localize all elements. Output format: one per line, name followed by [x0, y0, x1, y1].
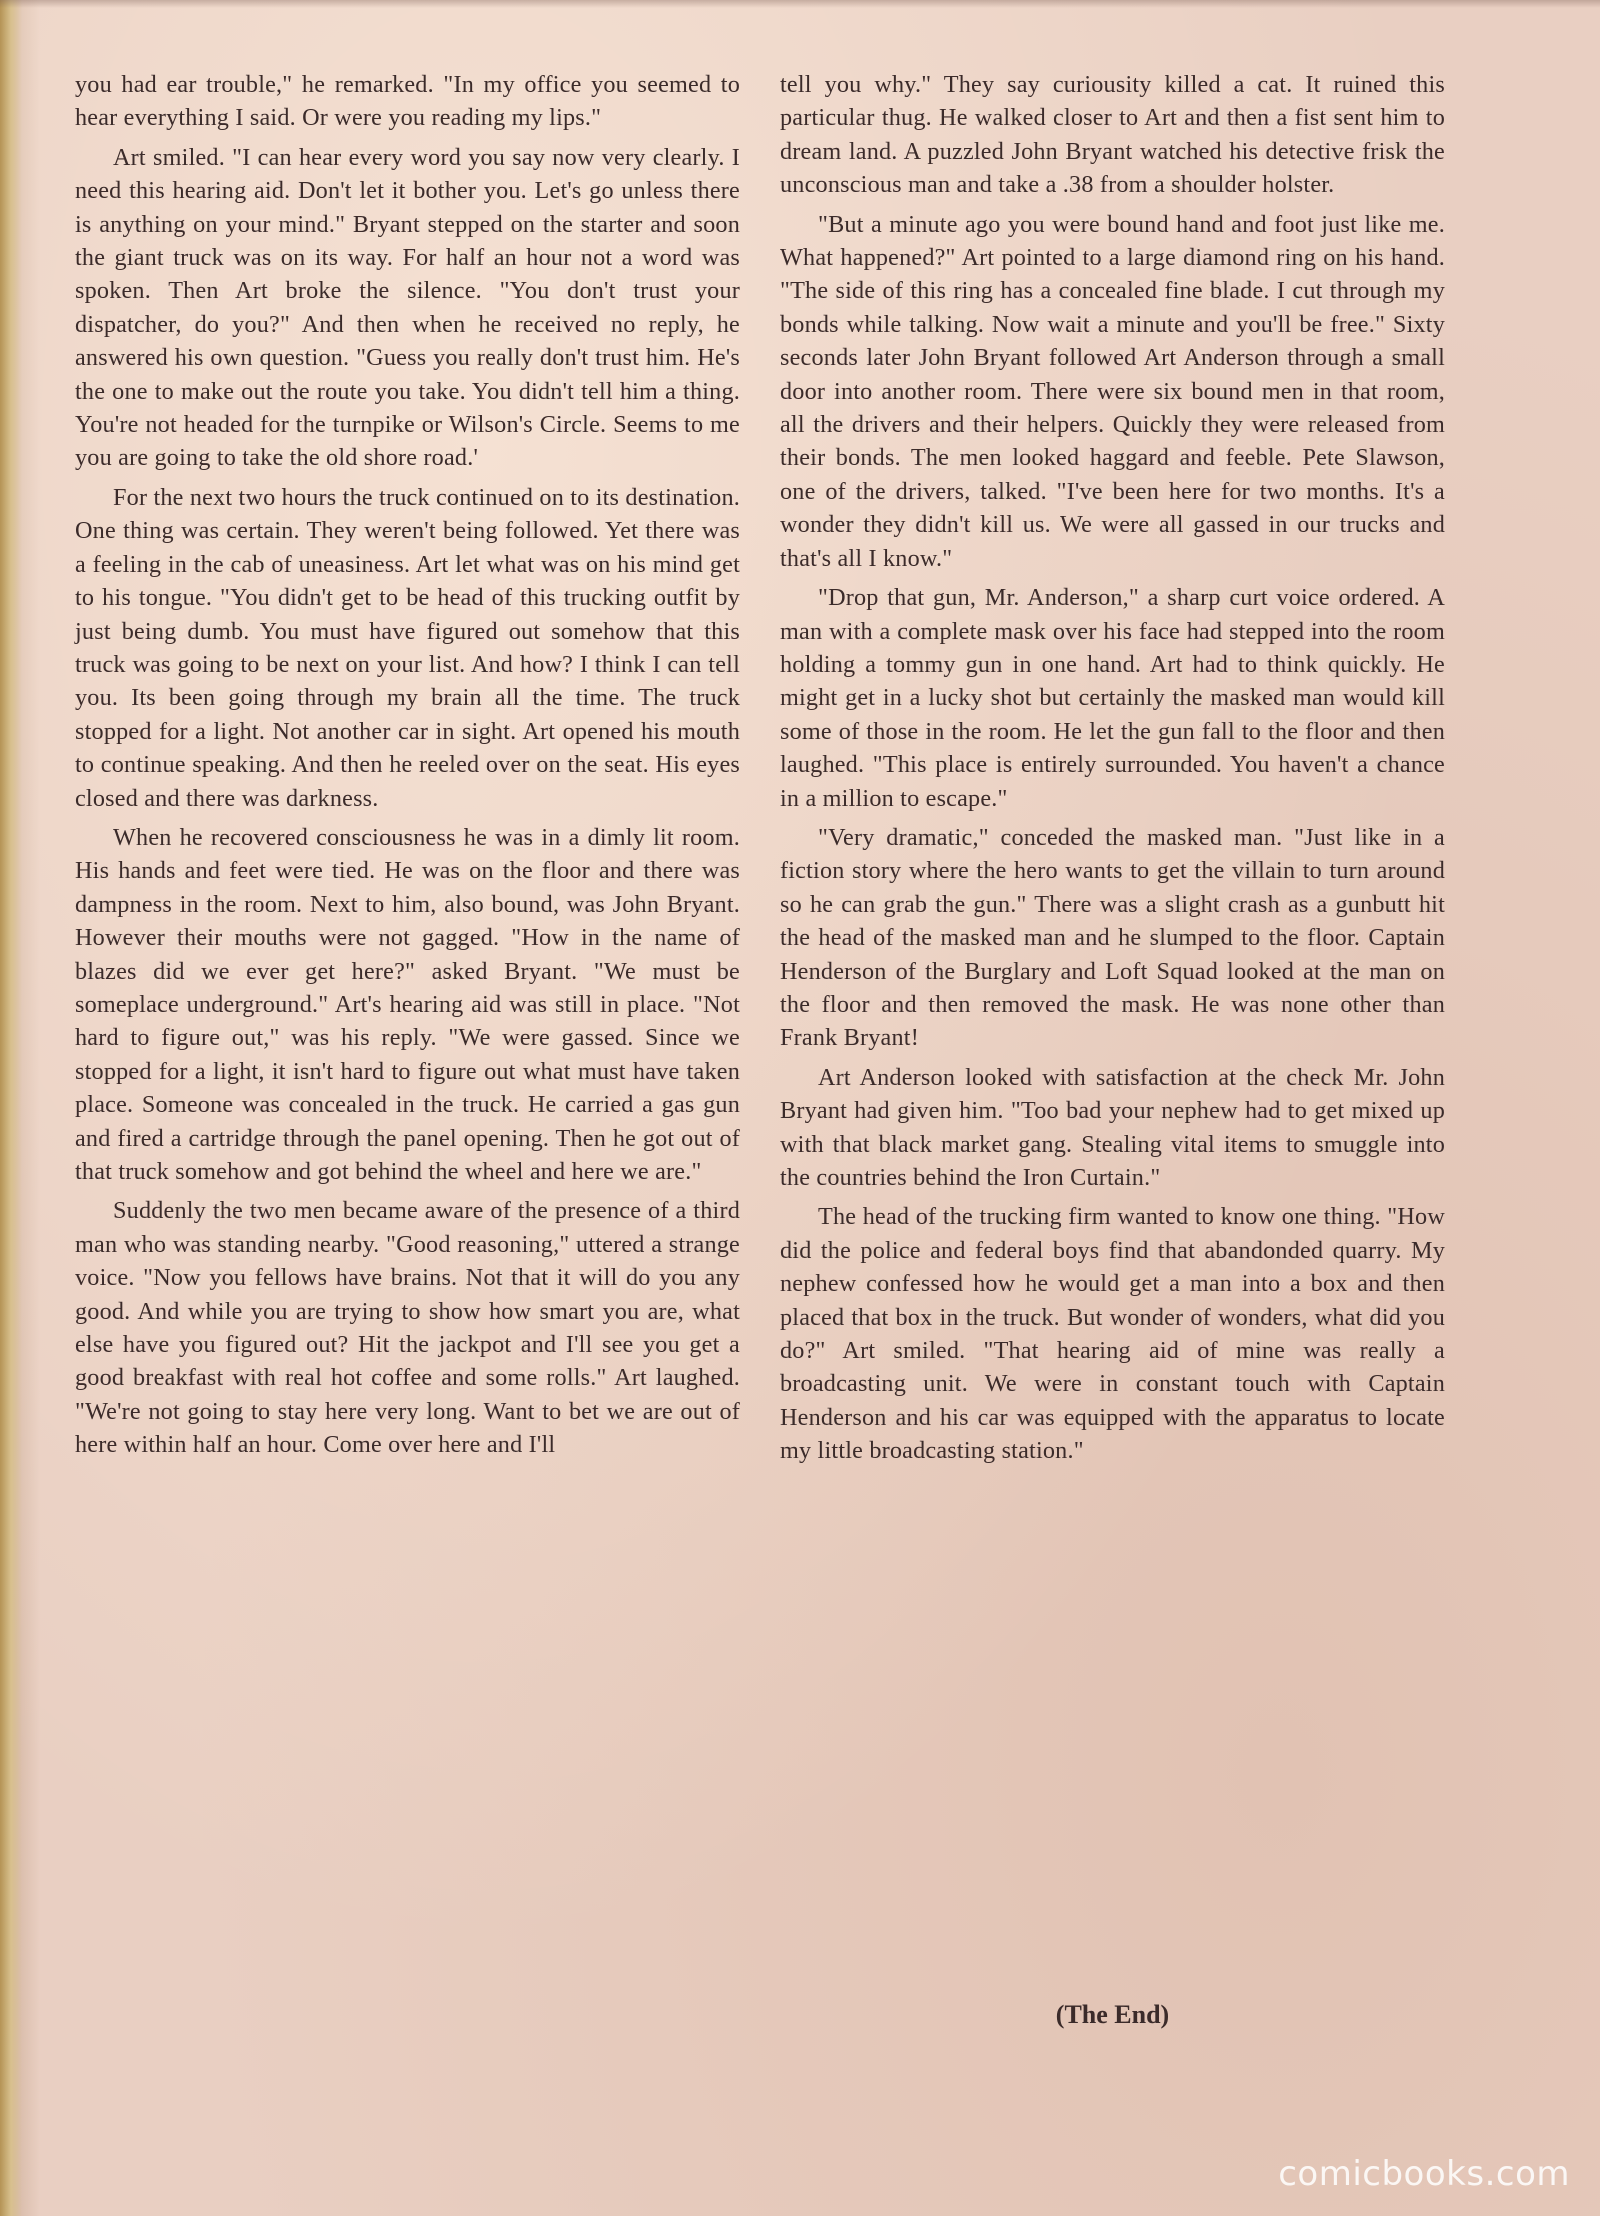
paragraph: tell you why." They say curiousity killed a cat. It ruined this particular thug. He walked closer to Art and then a fist sent him to dream land. A puzzled John Bryant watched his detective frisk the unconscious man and take a .38 from a shoulder holster. [780, 71, 1445, 199]
page-spine [0, 0, 22, 2216]
story-end-marker: (The End) [1055, 2000, 1170, 2029]
paragraph: "But a minute ago you were bound hand and foot just like me. What happened?" Art pointed to a large diamond ring on his hand. "The side of this ring has a concealed fine blade. I cut through my bonds while talking. Now wait a minute and you'll be free." Sixty seconds later John Bryant followed Art Anderson through a small door into another room. There were six bound men in that room, all the drivers and their helpers. Quickly they were released from their bonds. The men looked haggard and feeble. Pete Slawson, one of the drivers, talked. "I've been here for two months. It's a wonder they didn't kill us. We were all gassed in our trucks and that's all I know." [780, 210, 1445, 572]
paragraph: Art smiled. "I can hear every word you say now very clearly. I need this hearing aid. Don't let it bother you. Let's go unless there is anything on your mind." Bryant stepped on the starter and soon the giant truck was on its way. For half an hour not a word was spoken. Then Art broke the silence. "You don't trust your dispatcher, do you?" And then when he received no reply, he answered his own question. "Guess you really don't trust him. He's the one to make out the route you take. You didn't tell him a thing. You're not headed for the turnpike or Wilson's Circle. Seems to me you are going to take the old shore road.' [75, 143, 740, 472]
page-top-edge [0, 0, 1600, 8]
paragraph: "Drop that gun, Mr. Anderson," a sharp curt voice ordered. A man with a complete mask over his face had stepped into the room holding a tommy gun in one hand. Art had to think quickly. He might get in a lucky shot but certainly the masked man would kill some of those in the room. He let the gun fall to the floor and then laughed. "This place is entirely surrounded. You haven't a chance in a million to escape." [780, 584, 1445, 812]
paragraph: Suddenly the two men became aware of the presence of a third man who was standing nearby. "Good reasoning," uttered a strange voice. "Now you fellows have brains. Not that it will do you any good. And while you are trying to show how smart you are, what else have you figured out? Hit the jackpot and I'll see you get a good breakfast with real hot coffee and some rolls." Art laughed. "We're not going to stay here very long. Want to bet we are out of here within half an hour. Come over here and I'll [75, 1197, 740, 1459]
site-watermark: comicbooks.com [1278, 2154, 1570, 2194]
paragraph: Art Anderson looked with satisfaction at the check Mr. John Bryant had given him. "Too bad your nephew had to get mixed up with that black market gang. Stealing vital items to smuggle into the countries behind the Iron Curtain." [780, 1063, 1445, 1191]
paragraph: The head of the trucking firm wanted to know one thing. "How did the police and federal boys find that abandonded quarry. My nephew confessed how he would get a man into a box and then placed that box in the truck. But wonder of wonders, what did you do?" Art smiled. "That hearing aid of mine was really a broadcasting unit. We were in constant touch with Captain Henderson and his car was equipped with the apparatus to locate my little broadcasting station." [780, 1203, 1445, 1465]
paragraph: When he recovered consciousness he was in a dimly lit room. His hands and feet were tied. He was on the floor and there was dampness in the room. Next to him, also bound, was John Bryant. However their mouths were not gagged. "How in the name of blazes did we ever get here?" asked Bryant. "We must be someplace underground." Art's hearing aid was still in place. "Not hard to figure out," was his reply. "We were gassed. Since we stopped for a light, it isn't hard to figure out what must have taken place. Someone was concealed in the truck. He carried a gas gun and fired a cartridge through the panel opening. Then he got out of that truck somehow and got behind the wheel and here we are." [75, 823, 740, 1185]
paragraph: "Very dramatic," conceded the masked man. "Just like in a fiction story where the hero wants to get the villain to turn around so he can grab the gun." There was a slight crash as a gunbutt hit the head of the masked man and he slumped to the floor. Captain Henderson of the Burglary and Loft Squad looked at the man on the floor and then removed the mask. He was none other than Frank Bryant! [780, 823, 1445, 1052]
right-column [780, 68, 1445, 1474]
left-column [75, 68, 740, 1468]
paragraph: you had ear trouble," he remarked. "In my office you seemed to hear everything I said. Or were you reading my lips." [75, 71, 740, 132]
paragraph: For the next two hours the truck continued on to its destination. One thing was certain. They weren't being followed. Yet there was a feeling in the cab of uneasiness. Art let what was on his mind get to his tongue. "You didn't get to be head of this trucking outfit by just being dumb. You must have figured out somehow that this truck was going to be next on your list. And how? I think I can tell you. Its been going through my brain all the time. The truck stopped for a light. Not another car in sight. Art opened his mouth to continue speaking. And then he reeled over on the seat. His eyes closed and there was darkness. [75, 483, 741, 812]
